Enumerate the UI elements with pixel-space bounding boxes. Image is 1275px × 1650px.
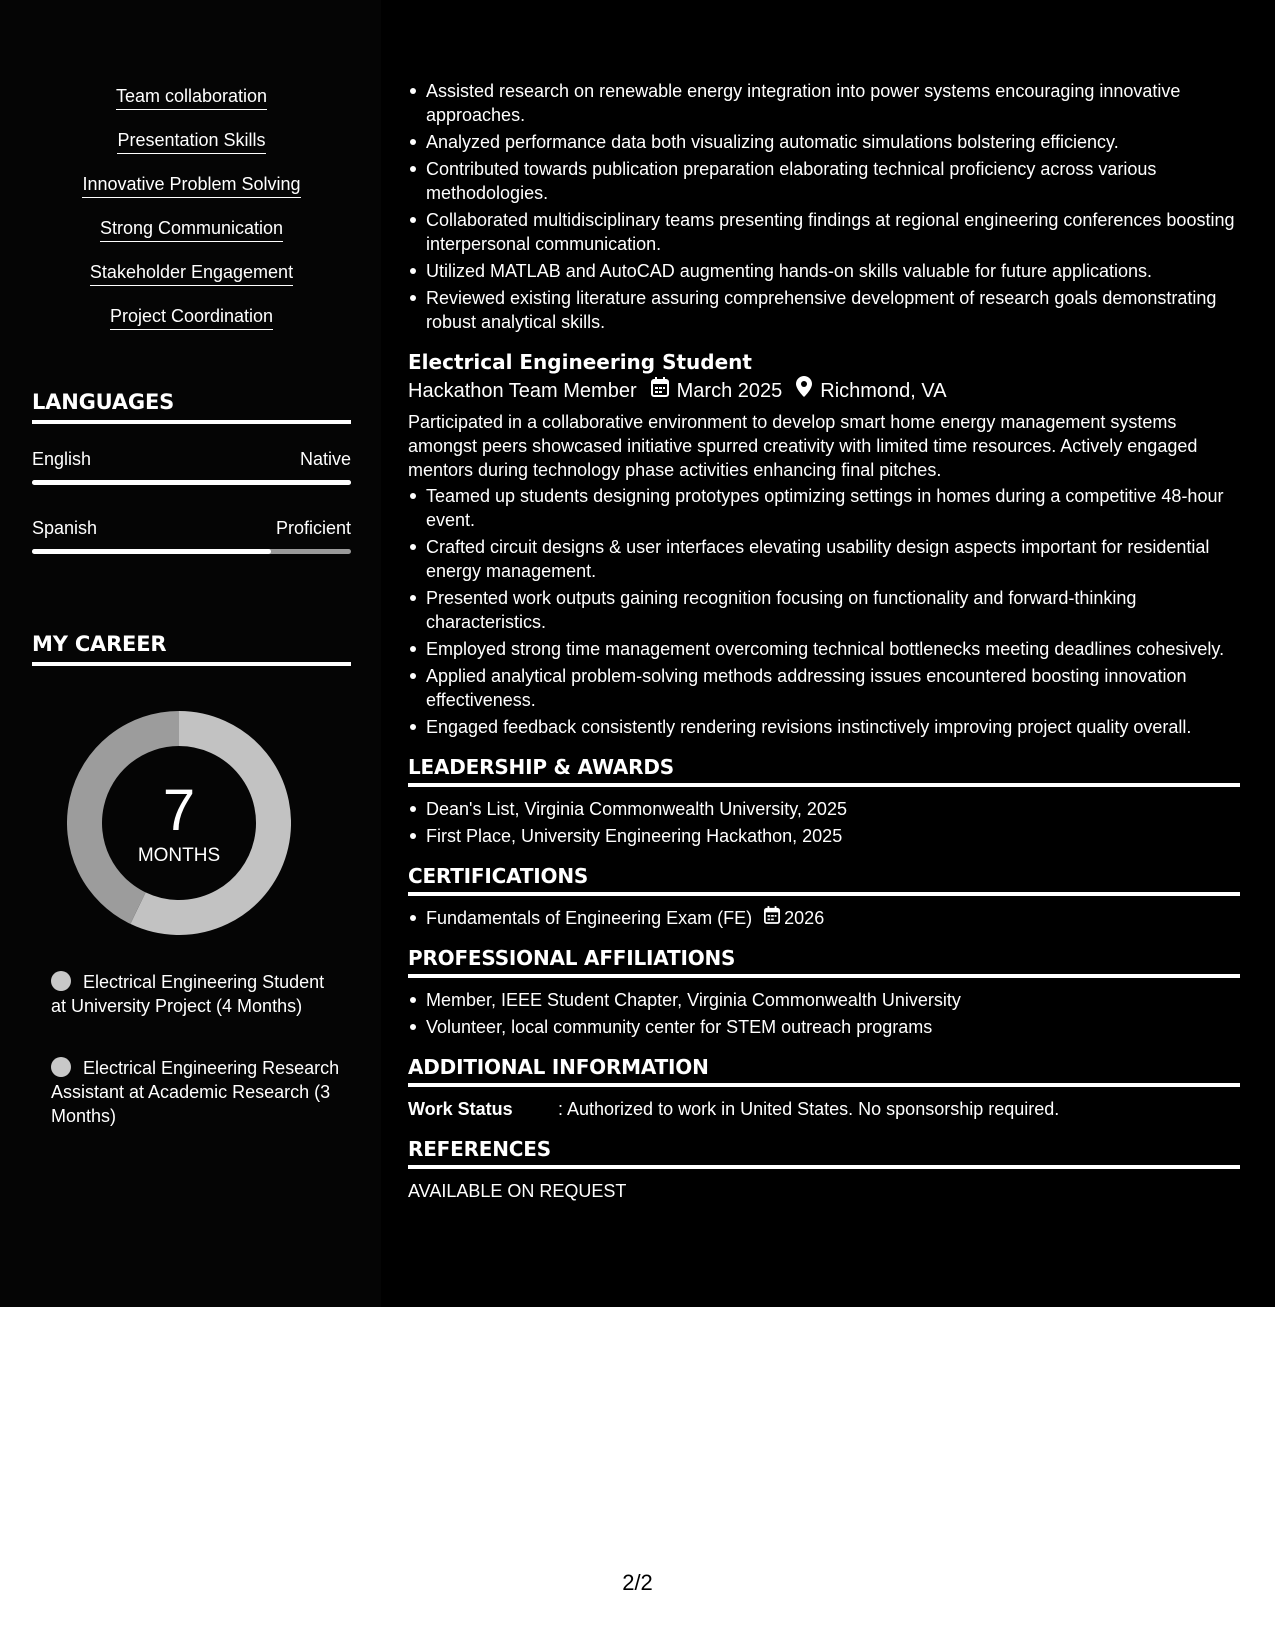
certification-name: Fundamentals of Engineering Exam (FE) bbox=[426, 908, 753, 928]
job-location: Richmond, VA bbox=[820, 380, 947, 402]
sidebar bbox=[0, 0, 381, 1307]
list-item: Contributed towards publication preparation elaborating technical proficiency across various methodologies. bbox=[408, 157, 1240, 205]
references-heading: REFERENCES bbox=[408, 1137, 1240, 1169]
list-item: Volunteer, local community center for STEM outreach programs bbox=[408, 1015, 1240, 1039]
page-number: 2/2 bbox=[622, 1570, 653, 1595]
list-item: Engaged feedback consistently rendering revisions instinctively improving project quality overall. bbox=[408, 715, 1240, 739]
list-item: Employed strong time management overcoming technical bottlenecks meeting deadlines cohesively. bbox=[408, 637, 1240, 661]
list-item: Presented work outputs gaining recognition focusing on functionality and forward-thinking characteristics. bbox=[408, 586, 1240, 634]
certifications-heading: CERTIFICATIONS bbox=[408, 864, 1240, 896]
language-name: Spanish bbox=[32, 518, 98, 538]
legend-dot-icon bbox=[51, 1057, 71, 1077]
calendar-icon bbox=[651, 376, 669, 406]
language-proficiency-fill bbox=[32, 480, 351, 485]
certification-year: 2026 bbox=[784, 908, 825, 928]
job-title: Electrical Engineering Student bbox=[408, 350, 752, 374]
list-item bbox=[408, 906, 1240, 930]
main-content bbox=[408, 79, 1240, 1203]
language-row bbox=[32, 518, 351, 539]
awards-heading: LEADERSHIP & AWARDS bbox=[408, 755, 1240, 787]
work-status-value: : Authorized to work in United States. No sponsorship required. bbox=[558, 1099, 1060, 1119]
references-value: AVAILABLE ON REQUEST bbox=[408, 1181, 627, 1201]
skill-item: Innovative Problem Solving bbox=[82, 173, 300, 198]
career-total-number: 7 bbox=[162, 778, 196, 843]
languages-heading: LANGUAGES bbox=[32, 390, 351, 424]
affiliations-list bbox=[408, 988, 1240, 1039]
language-proficiency-fill bbox=[32, 549, 271, 554]
work-status-key: Work Status bbox=[408, 1099, 513, 1119]
job-meta bbox=[408, 376, 1240, 406]
legend-dot-icon bbox=[51, 971, 71, 991]
career-total-unit: MONTHS bbox=[137, 845, 221, 866]
language-name: English bbox=[32, 449, 92, 469]
language-level: Native bbox=[299, 449, 351, 469]
map-pin-icon bbox=[796, 376, 812, 406]
job-role: Hackathon Team Member bbox=[408, 380, 637, 402]
list-item: Applied analytical problem-solving methods addressing issues encountered boosting innovation effectiveness. bbox=[408, 664, 1240, 712]
list-item: Collaborated multidisciplinary teams presenting findings at regional engineering conferences boosting interpersonal communication. bbox=[408, 208, 1240, 256]
career-legend-label: Electrical Engineering Research Assistant at Academic Research (3 Months) bbox=[51, 1058, 340, 1126]
list-item: Analyzed performance data both visualizing automatic simulations bolstering efficiency. bbox=[408, 130, 1240, 154]
skills-list bbox=[32, 85, 351, 349]
list-item: Dean's List, Virginia Commonwealth University, 2025 bbox=[408, 797, 1240, 821]
language-proficiency-bar bbox=[32, 480, 351, 485]
affiliations-heading: PROFESSIONAL AFFILIATIONS bbox=[408, 946, 1240, 978]
certifications-list bbox=[408, 906, 1240, 930]
career-legend-item bbox=[51, 1056, 341, 1128]
awards-list bbox=[408, 797, 1240, 848]
work-status-row bbox=[408, 1097, 1240, 1121]
career-legend-label: Electrical Engineering Student at University Project (4 Months) bbox=[51, 972, 325, 1016]
skill-item: Strong Communication bbox=[100, 217, 283, 242]
skill-item: Presentation Skills bbox=[117, 129, 265, 154]
additional-info-heading: ADDITIONAL INFORMATION bbox=[408, 1055, 1240, 1087]
career-heading: MY CAREER bbox=[32, 632, 351, 666]
language-row bbox=[32, 449, 351, 470]
job-date: March 2025 bbox=[676, 380, 783, 402]
list-item: Crafted circuit designs & user interfaces elevating usability design aspects important for residential energy management. bbox=[408, 535, 1240, 583]
list-item: Teamed up students designing prototypes optimizing settings in homes during a competitive 48-hour event. bbox=[408, 484, 1240, 532]
list-item: Utilized MATLAB and AutoCAD augmenting hands-on skills valuable for future applications. bbox=[408, 259, 1240, 283]
calendar-icon bbox=[764, 906, 780, 930]
skill-item: Stakeholder Engagement bbox=[90, 261, 293, 286]
job-bullet-list bbox=[408, 484, 1240, 739]
list-item: Reviewed existing literature assuring comprehensive development of research goals demonstrating robust analytical skills. bbox=[408, 286, 1240, 334]
skill-item: Team collaboration bbox=[116, 85, 267, 110]
list-item: First Place, University Engineering Hackathon, 2025 bbox=[408, 824, 1240, 848]
list-item: Assisted research on renewable energy integration into power systems encouraging innovative approaches. bbox=[408, 79, 1240, 127]
research-bullet-list bbox=[408, 79, 1240, 334]
skill-item: Project Coordination bbox=[110, 305, 273, 330]
job-description: Participated in a collaborative environment to develop smart home energy management systems amongst peers showcased initiative spurred creativity with limited time resources. Actively engaged mentors during technology phase activities enhancing final pitches. bbox=[408, 412, 1198, 480]
career-legend-item bbox=[51, 970, 341, 1018]
language-proficiency-bar bbox=[32, 549, 351, 554]
list-item: Member, IEEE Student Chapter, Virginia Commonwealth University bbox=[408, 988, 1240, 1012]
language-level: Proficient bbox=[275, 518, 351, 538]
